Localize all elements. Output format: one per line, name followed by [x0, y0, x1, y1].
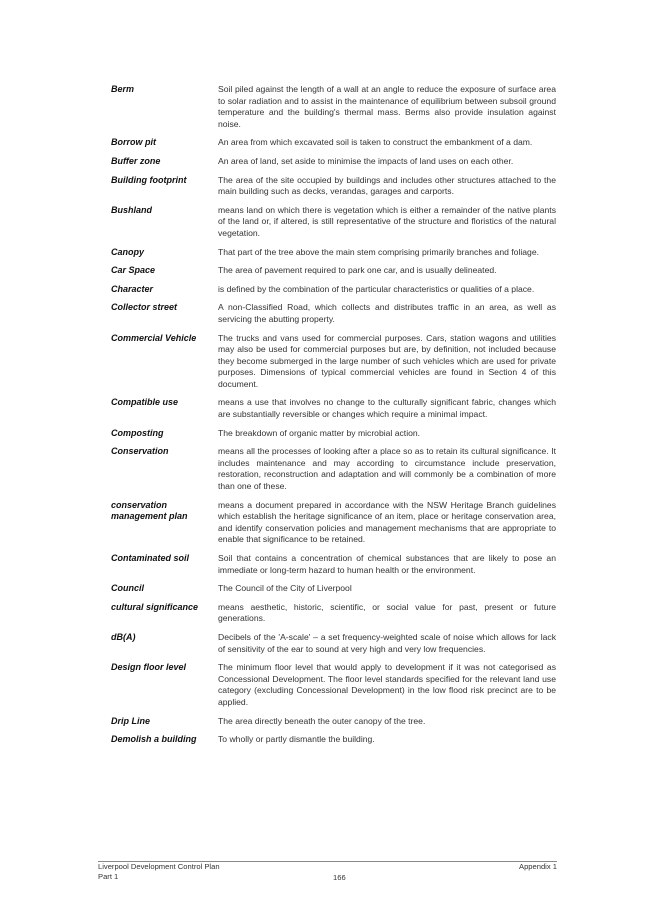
glossary-term: Building footprint: [111, 174, 187, 185]
glossary-term: Borrow pit: [111, 137, 156, 148]
page-number: 166: [333, 873, 346, 882]
glossary-entry: [111, 734, 556, 746]
glossary-term: cultural significance: [111, 601, 199, 612]
glossary-entry: [111, 500, 556, 546]
footer-part: Part 1: [98, 871, 119, 881]
glossary-term: Bushland: [111, 204, 153, 215]
glossary-definition: means all the processes of looking after a place so as to retain its cultural significance. It includes maintenance and may according to circumstance include preservation, restoration, reconstruction and adaptation and will commonly be a combination of more than one of these.: [218, 446, 556, 492]
glossary-term: Compatible use: [111, 397, 179, 408]
glossary-term: Canopy: [111, 246, 145, 257]
glossary-definition: The breakdown of organic matter by microbial action.: [218, 427, 421, 438]
glossary-definition: An area from which excavated soil is taken to construct the embankment of a dam.: [218, 137, 533, 148]
glossary-entry: [111, 265, 556, 277]
glossary-definition: The area of the site occupied by buildings and includes other structures attached to the main building such as decks, verandas, garages and carports.: [218, 174, 556, 197]
glossary-entry: [111, 302, 556, 325]
glossary-term: Drip Line: [111, 715, 151, 726]
glossary-term: Conservation: [111, 446, 169, 457]
glossary-entry: [111, 156, 556, 168]
glossary-entry: [111, 284, 556, 296]
glossary-entry: [111, 553, 556, 576]
glossary-term: Council: [111, 583, 144, 594]
glossary-definition: The area directly beneath the outer canopy of the tree.: [218, 715, 426, 726]
glossary-entry: [111, 247, 556, 259]
glossary-definition: The Council of the City of Liverpool: [218, 583, 352, 594]
glossary-definition: An area of land, set aside to minimise the impacts of land uses on each other.: [218, 155, 514, 166]
glossary-term: Character: [111, 283, 154, 294]
glossary-entry: [111, 84, 556, 130]
glossary-entry: [111, 602, 556, 625]
glossary-definition: The area of pavement required to park one car, and is usually delineated.: [218, 265, 497, 276]
glossary-definition: To wholly or partly dismantle the building.: [218, 734, 375, 745]
glossary-entry: [111, 632, 556, 655]
glossary-entry: [111, 716, 556, 728]
glossary-entry: [111, 583, 556, 595]
glossary-term: Contaminated soil: [111, 553, 190, 563]
glossary-definition: That part of the tree above the main stem comprising primarily branches and foliage.: [218, 246, 539, 257]
glossary-definition: Decibels of the 'A-scale' – a set frequency-weighted scale of noise which allows for lack of sensitivity of the ear to sound at very high and very low frequencies.: [218, 631, 556, 654]
glossary-definition: means land on which there is vegetation which is either a remainder of the native plants of the land or, if altered, is still representative of the structure and floristics of the natural vegetation.: [218, 204, 556, 238]
page-footer: [98, 861, 557, 881]
glossary-term: Commercial Vehicle: [111, 332, 197, 343]
glossary-entry: [111, 205, 556, 240]
glossary-entry: [111, 428, 556, 440]
glossary-definition: Soil piled against the length of a wall at an angle to reduce the exposure of surface area to solar radiation and to assist in the maintenance of equilibrium between subsoil ground temperature and the building's thermal mass. Berms also provide insulation against noise.: [218, 84, 556, 129]
glossary-definition: The trucks and vans used for commercial purposes. Cars, station wagons and utilities may also be used for commercial purposes but are, by definition, not included because they become submerged in the large number of such vehicles which are used for private purposes. Dimensions of typical commercial vehicles are found in Section 4 of this document.: [218, 332, 556, 389]
glossary-term: Demolish a building: [111, 734, 197, 745]
glossary-definition: is defined by the combination of the particular characteristics or qualities of a place.: [218, 283, 535, 294]
glossary-entry: [111, 175, 556, 198]
glossary-term: Buffer zone: [111, 155, 161, 166]
glossary-term: Collector street: [111, 302, 178, 313]
glossary-term: Composting: [111, 427, 164, 438]
glossary-entry: [111, 333, 556, 391]
glossary-term: Car Space: [111, 265, 156, 276]
glossary-entry: [111, 137, 556, 149]
glossary-term: dB(A): [111, 631, 136, 642]
footer-doc-title: Liverpool Development Control Plan: [98, 862, 220, 871]
glossary-definition: means a document prepared in accordance with the NSW Heritage Branch guidelines which establish the heritage significance of an item, place or heritage conservation area, and identify conservation policies and management mechanisms that are appropriate to enable that significance to be retained.: [218, 499, 556, 545]
glossary-list: [111, 84, 556, 753]
glossary-term: conservation management plan: [111, 499, 188, 522]
glossary-definition: means aesthetic, historic, scientific, or social value for past, present or future generations.: [218, 601, 556, 624]
glossary-entry: [111, 397, 556, 420]
glossary-entry: [111, 446, 556, 492]
glossary-entry: [111, 662, 556, 708]
glossary-definition: The minimum floor level that would apply to development if it was not categorised as Concessional Development. The floor level standards specified for the relevant land use category (excluding Concessional Development) in the low flood risk precinct are to be applied.: [218, 662, 556, 707]
glossary-definition: Soil that contains a concentration of chemical substances that are likely to pose an immediate or long-term hazard to human health or the environment.: [218, 553, 556, 575]
glossary-term: Berm: [111, 84, 135, 94]
glossary-definition: A non-Classified Road, which collects and distributes traffic in an area, as well as servicing the abutting property.: [218, 302, 556, 324]
glossary-definition: means a use that involves no change to the culturally significant fabric, changes which are substantially reversible or changes which require a minimal impact.: [218, 397, 556, 420]
glossary-term: Design floor level: [111, 662, 187, 673]
footer-appendix: Appendix 1: [519, 862, 557, 871]
